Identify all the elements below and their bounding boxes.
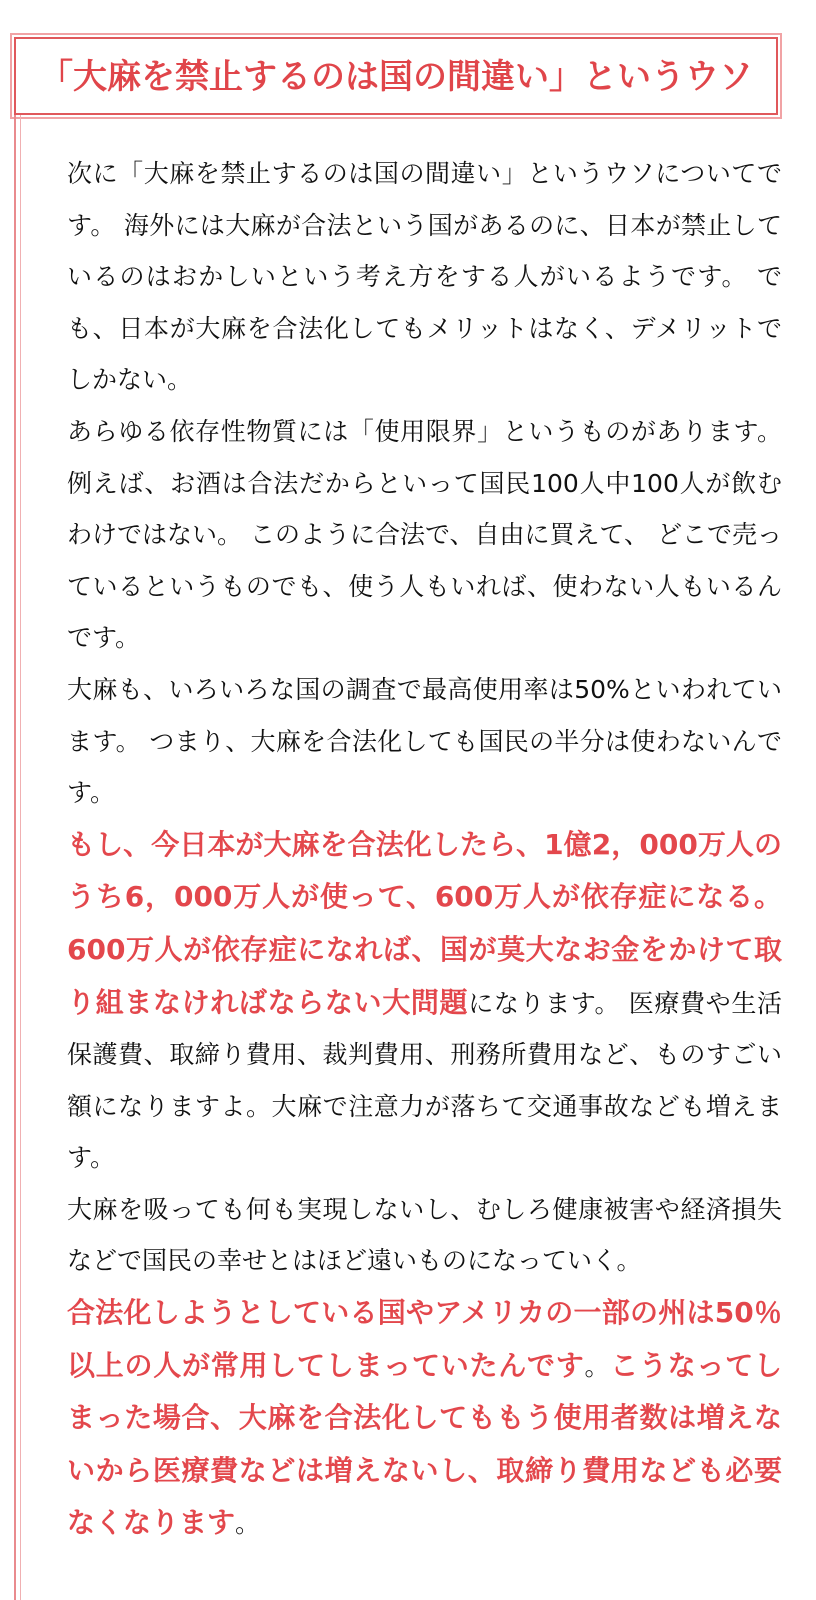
page-title: 「大麻を禁止するのは国の間違い」というウソ — [39, 57, 753, 97]
title-box — [14, 37, 778, 115]
paragraph-costs-text: になります。 医療費や生活保護費、取締り費用、裁判費用、刑務所費用など、ものすごい額になりますよ。大麻で注意力が落ちて交通事故なども増えます。 — [67, 988, 782, 1173]
left-margin-rule-inner — [20, 115, 21, 1600]
highlight-dependence-figures: もし、今日本が大麻を合法化したら、1億2，000万人のうち6，000万人が使って、600万人が依存症になる。 600万人が依存症になれば、国が莫大なお金をかけて取り組まなければならない大問題 — [67, 827, 782, 1019]
highlight-states-usage: 合法化しようとしている国やアメリカの一部の州は50％以上の人が常用してしまっていたんです — [67, 1296, 782, 1382]
period-a: 。 — [584, 1351, 611, 1381]
paragraph-legalization-impact — [42, 819, 782, 1184]
left-margin-rule — [14, 115, 16, 1600]
paragraph-usage-rate: 大麻も、いろいろな国の調査で最高使用率は50%といわれています。 つまり、大麻を合法化しても国民の半分は使わないんです。 — [67, 674, 782, 808]
paragraph-intro: 次に「大麻を禁止するのは国の間違い」というウソについてです。 海外には大麻が合法という国があるのに、日本が禁止しているのはおかしいという考え方をする人がいるようです。 でも、日本が大麻を合法化してもメリットはなく、デメリットでしかない。 — [67, 159, 782, 395]
period-b: 。 — [235, 1509, 261, 1539]
paragraph-no-benefit: 大麻を吸っても何も実現しないし、むしろ健康被害や経済損失などで国民の幸せとはほど遠いものになっていく。 — [67, 1194, 782, 1276]
paragraph-conclusion — [42, 1287, 782, 1550]
paragraph-usage-limit: あらゆる依存性物質には「使用限界」というものがあります。 例えば、お酒は合法だからといって国民100人中100人が飲むわけではない。 このように合法で、自由に買えて、 どこで売っているというものでも、使う人もいれば、使わない人もいるんです。 — [67, 416, 782, 653]
highlight-no-increase: こうなってしまった場合、大麻を合法化してももう使用者数は増えないから医療費などは増えないし、取締り費用なども必要なくなります — [67, 1348, 782, 1540]
article-body — [42, 148, 782, 1550]
